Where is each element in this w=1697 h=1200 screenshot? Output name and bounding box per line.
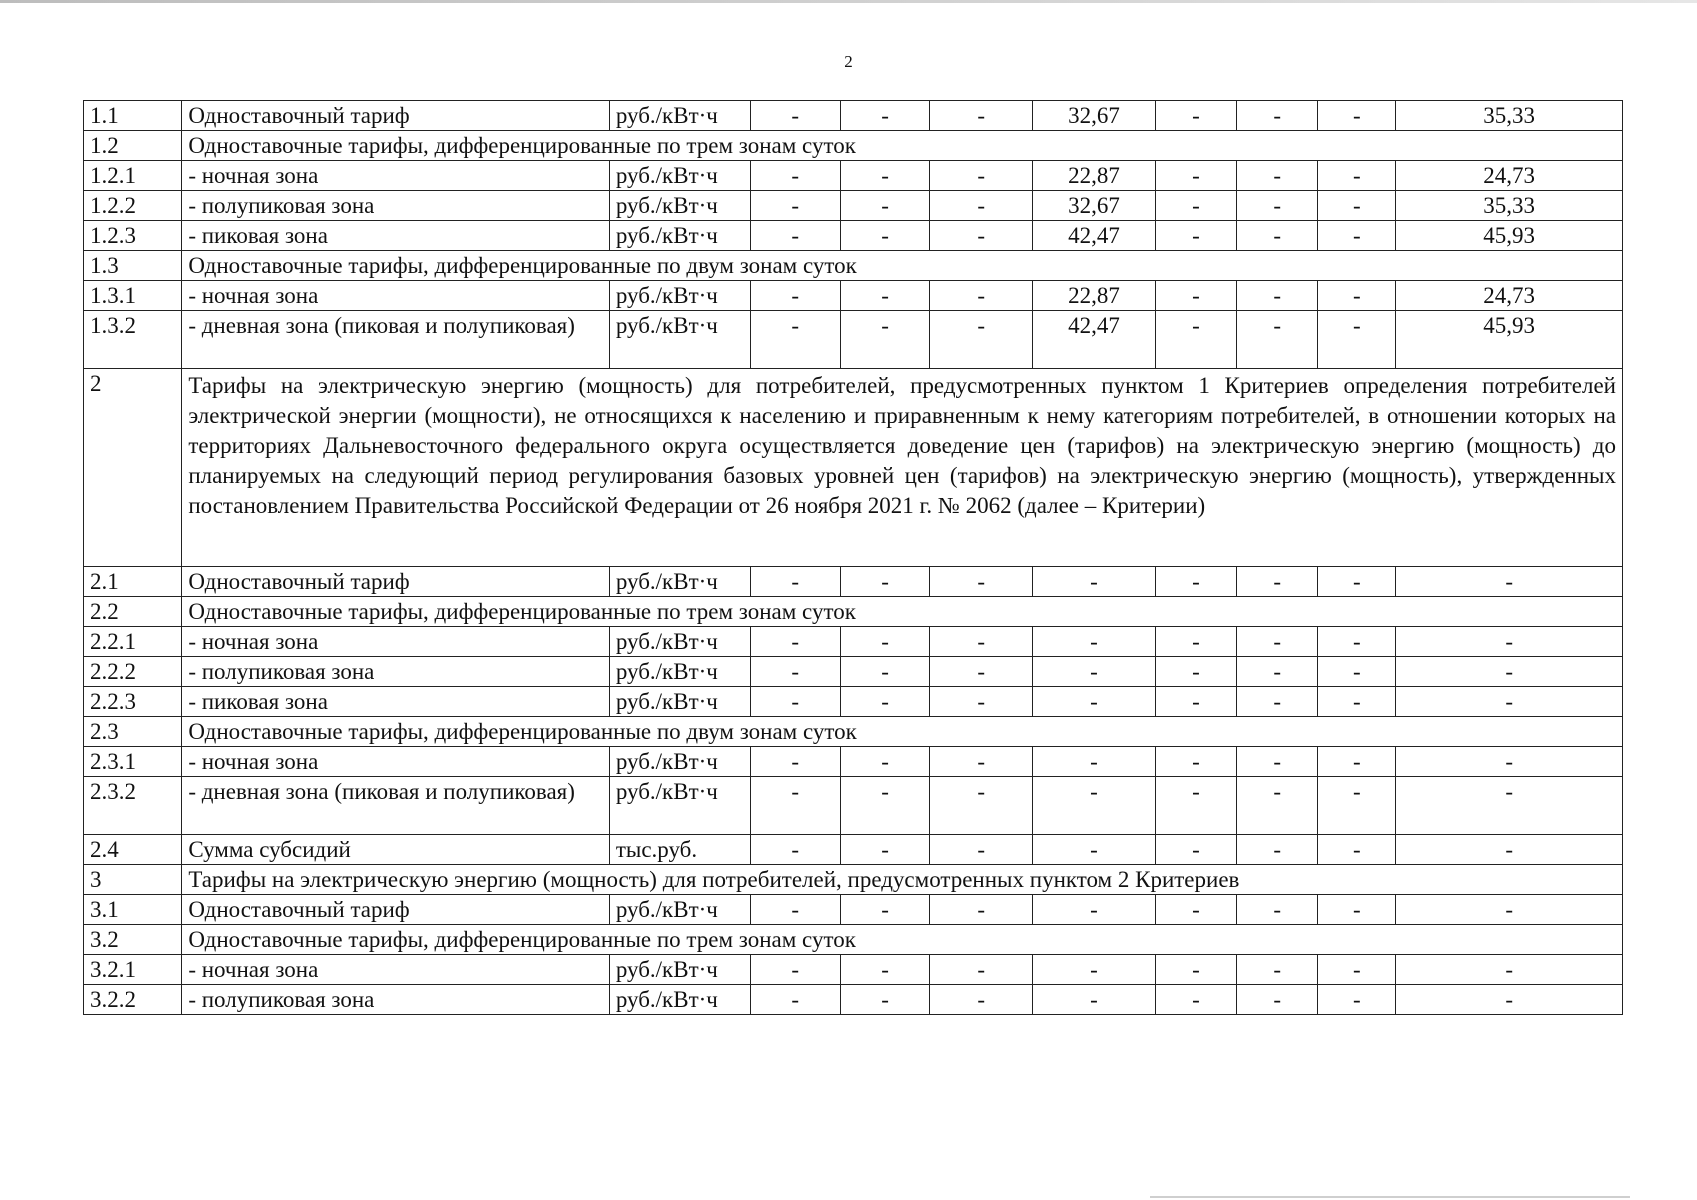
value-cell: 35,33	[1396, 101, 1623, 131]
table-row	[84, 597, 1623, 627]
unit-cell: руб./кВт·ч	[609, 895, 750, 925]
value-cell: -	[840, 567, 930, 597]
table-row	[84, 567, 1623, 597]
value-cell: -	[840, 687, 930, 717]
value-cell: -	[1396, 777, 1623, 835]
row-number: 1.2.1	[84, 161, 182, 191]
row-number: 2.2	[84, 597, 182, 627]
row-label: - ночная зона	[182, 747, 610, 777]
value-cell: -	[930, 747, 1033, 777]
value-cell: -	[1237, 221, 1318, 251]
unit-cell: руб./кВт·ч	[609, 311, 750, 369]
value-cell: -	[1318, 221, 1396, 251]
value-cell: -	[1155, 311, 1236, 369]
value-cell: -	[1396, 985, 1623, 1015]
value-cell: -	[1155, 687, 1236, 717]
table-row	[84, 221, 1623, 251]
row-number: 2.2.3	[84, 687, 182, 717]
value-cell: -	[1155, 835, 1236, 865]
table-row	[84, 835, 1623, 865]
table-row	[84, 191, 1623, 221]
value-cell: -	[930, 777, 1033, 835]
value-cell: -	[1155, 895, 1236, 925]
value-cell: 45,93	[1396, 221, 1623, 251]
table-row	[84, 161, 1623, 191]
value-cell: -	[1033, 955, 1156, 985]
row-number: 2.3.2	[84, 777, 182, 835]
value-cell: -	[1318, 567, 1396, 597]
value-cell: -	[750, 191, 840, 221]
value-cell: -	[1155, 777, 1236, 835]
unit-cell: руб./кВт·ч	[609, 101, 750, 131]
row-number: 2	[84, 369, 182, 567]
value-cell: -	[1237, 101, 1318, 131]
unit-cell: руб./кВт·ч	[609, 567, 750, 597]
unit-cell: руб./кВт·ч	[609, 657, 750, 687]
value-cell: -	[840, 747, 930, 777]
row-number: 1.3.1	[84, 281, 182, 311]
value-cell: -	[1318, 955, 1396, 985]
row-number: 2.3	[84, 717, 182, 747]
value-cell: -	[1396, 567, 1623, 597]
row-label: - дневная зона (пиковая и полупиковая)	[182, 311, 610, 369]
table-row	[84, 895, 1623, 925]
value-cell: -	[1033, 835, 1156, 865]
value-cell: -	[1396, 835, 1623, 865]
value-cell: -	[840, 281, 930, 311]
value-cell: -	[750, 687, 840, 717]
unit-cell: руб./кВт·ч	[609, 281, 750, 311]
value-cell: -	[750, 955, 840, 985]
table-row	[84, 369, 1623, 567]
value-cell: -	[1155, 567, 1236, 597]
value-cell: -	[1237, 777, 1318, 835]
value-cell: -	[1396, 955, 1623, 985]
row-label: Сумма субсидий	[182, 835, 610, 865]
table-row	[84, 627, 1623, 657]
value-cell: -	[930, 985, 1033, 1015]
value-cell: -	[840, 835, 930, 865]
value-cell: -	[1318, 985, 1396, 1015]
row-number: 2.2.2	[84, 657, 182, 687]
value-cell: -	[1318, 281, 1396, 311]
value-cell: -	[1237, 687, 1318, 717]
table-row	[84, 925, 1623, 955]
row-label: - пиковая зона	[182, 687, 610, 717]
value-cell: -	[750, 895, 840, 925]
value-cell: -	[840, 777, 930, 835]
value-cell: -	[750, 747, 840, 777]
row-number: 2.1	[84, 567, 182, 597]
value-cell: -	[840, 101, 930, 131]
value-cell: -	[1237, 895, 1318, 925]
value-cell: -	[750, 627, 840, 657]
row-number: 3.2.1	[84, 955, 182, 985]
table-row	[84, 865, 1623, 895]
value-cell: -	[840, 657, 930, 687]
table-row	[84, 281, 1623, 311]
row-number: 3.2	[84, 925, 182, 955]
row-number: 3	[84, 865, 182, 895]
row-label: Одноставочный тариф	[182, 895, 610, 925]
value-cell: -	[750, 985, 840, 1015]
unit-cell: руб./кВт·ч	[609, 747, 750, 777]
table-row	[84, 687, 1623, 717]
value-cell: -	[930, 101, 1033, 131]
row-number: 1.1	[84, 101, 182, 131]
value-cell: 35,33	[1396, 191, 1623, 221]
value-cell: -	[1396, 657, 1623, 687]
scan-mark	[1150, 1196, 1630, 1198]
row-label: Одноставочный тариф	[182, 567, 610, 597]
row-number: 3.1	[84, 895, 182, 925]
value-cell: -	[1155, 191, 1236, 221]
value-cell: -	[1033, 627, 1156, 657]
value-cell: -	[840, 311, 930, 369]
value-cell: -	[1396, 627, 1623, 657]
row-number: 2.2.1	[84, 627, 182, 657]
row-number: 1.2.2	[84, 191, 182, 221]
value-cell: -	[1155, 955, 1236, 985]
value-cell: -	[1237, 835, 1318, 865]
value-cell: -	[1033, 777, 1156, 835]
value-cell: -	[930, 657, 1033, 687]
value-cell: -	[750, 657, 840, 687]
value-cell: -	[1155, 161, 1236, 191]
value-cell: -	[840, 627, 930, 657]
row-number: 1.3	[84, 251, 182, 281]
unit-cell: руб./кВт·ч	[609, 191, 750, 221]
value-cell: -	[750, 777, 840, 835]
unit-cell: руб./кВт·ч	[609, 985, 750, 1015]
value-cell: -	[930, 687, 1033, 717]
value-cell: 24,73	[1396, 161, 1623, 191]
value-cell: -	[1318, 161, 1396, 191]
table-row	[84, 747, 1623, 777]
value-cell: -	[1318, 627, 1396, 657]
section-header: Одноставочные тарифы, дифференцированные по трем зонам суток	[182, 925, 1623, 955]
value-cell: -	[840, 191, 930, 221]
value-cell: -	[1318, 191, 1396, 221]
value-cell: -	[930, 191, 1033, 221]
row-label: - пиковая зона	[182, 221, 610, 251]
unit-cell: руб./кВт·ч	[609, 777, 750, 835]
value-cell: -	[1237, 627, 1318, 657]
table-row	[84, 955, 1623, 985]
value-cell: -	[1396, 895, 1623, 925]
value-cell: -	[1318, 687, 1396, 717]
value-cell: -	[1033, 567, 1156, 597]
value-cell: -	[930, 311, 1033, 369]
row-label: - дневная зона (пиковая и полупиковая)	[182, 777, 610, 835]
value-cell: -	[930, 895, 1033, 925]
value-cell: -	[1237, 567, 1318, 597]
unit-cell: руб./кВт·ч	[609, 221, 750, 251]
value-cell: -	[750, 221, 840, 251]
unit-cell: руб./кВт·ч	[609, 687, 750, 717]
row-number: 1.2.3	[84, 221, 182, 251]
value-cell: -	[930, 221, 1033, 251]
value-cell: -	[1237, 191, 1318, 221]
value-cell: -	[1237, 281, 1318, 311]
value-cell: -	[1237, 161, 1318, 191]
value-cell: -	[1396, 687, 1623, 717]
value-cell: -	[1318, 657, 1396, 687]
row-number: 2.4	[84, 835, 182, 865]
table-row	[84, 657, 1623, 687]
value-cell: -	[1155, 747, 1236, 777]
value-cell: -	[840, 955, 930, 985]
value-cell: 24,73	[1396, 281, 1623, 311]
page-number: 2	[844, 52, 853, 71]
row-number: 1.2	[84, 131, 182, 161]
value-cell: 45,93	[1396, 311, 1623, 369]
value-cell: -	[1318, 777, 1396, 835]
row-label: - полупиковая зона	[182, 191, 610, 221]
row-label: - полупиковая зона	[182, 985, 610, 1015]
value-cell: -	[930, 835, 1033, 865]
value-cell: -	[930, 161, 1033, 191]
value-cell: -	[1033, 985, 1156, 1015]
unit-cell: тыс.руб.	[609, 835, 750, 865]
unit-cell: руб./кВт·ч	[609, 161, 750, 191]
value-cell: 22,87	[1033, 161, 1156, 191]
section-header: Одноставочные тарифы, дифференцированные по двум зонам суток	[182, 717, 1623, 747]
value-cell: -	[1033, 747, 1156, 777]
scan-edge	[0, 0, 1697, 3]
tariff-table	[83, 100, 1623, 1015]
table-row	[84, 717, 1623, 747]
value-cell: -	[1237, 311, 1318, 369]
value-cell: -	[930, 567, 1033, 597]
value-cell: -	[1237, 747, 1318, 777]
table-row	[84, 131, 1623, 161]
section-header: Одноставочные тарифы, дифференцированные по трем зонам суток	[182, 597, 1623, 627]
value-cell: -	[840, 985, 930, 1015]
value-cell: -	[750, 311, 840, 369]
table-row	[84, 777, 1623, 835]
value-cell: -	[1318, 835, 1396, 865]
row-label: - ночная зона	[182, 161, 610, 191]
value-cell: -	[1318, 311, 1396, 369]
value-cell: -	[1396, 747, 1623, 777]
value-cell: -	[1155, 101, 1236, 131]
row-label: - полупиковая зона	[182, 657, 610, 687]
value-cell: -	[1155, 281, 1236, 311]
value-cell: -	[930, 281, 1033, 311]
row-label: - ночная зона	[182, 281, 610, 311]
value-cell: -	[750, 835, 840, 865]
value-cell: -	[1033, 895, 1156, 925]
value-cell: -	[1318, 895, 1396, 925]
value-cell: -	[1155, 985, 1236, 1015]
table-row	[84, 101, 1623, 131]
value-cell: -	[750, 161, 840, 191]
section-header: Одноставочные тарифы, дифференцированные по трем зонам суток	[182, 131, 1623, 161]
value-cell: -	[1155, 657, 1236, 687]
table-row	[84, 251, 1623, 281]
value-cell: -	[750, 101, 840, 131]
unit-cell: руб./кВт·ч	[609, 955, 750, 985]
value-cell: 32,67	[1033, 101, 1156, 131]
unit-cell: руб./кВт·ч	[609, 627, 750, 657]
table-row	[84, 985, 1623, 1015]
value-cell: 42,47	[1033, 311, 1156, 369]
value-cell: -	[1237, 985, 1318, 1015]
value-cell: -	[1237, 657, 1318, 687]
row-number: 2.3.1	[84, 747, 182, 777]
value-cell: -	[840, 221, 930, 251]
value-cell: -	[1318, 101, 1396, 131]
row-label: Одноставочный тариф	[182, 101, 610, 131]
value-cell: -	[750, 567, 840, 597]
value-cell: -	[840, 895, 930, 925]
value-cell: -	[1155, 627, 1236, 657]
row-label: - ночная зона	[182, 955, 610, 985]
section-description: Тарифы на электрическую энергию (мощность) для потребителей, предусмотренных пунктом 1 Критериев определения потребителей электрической энергии (мощности), не относящихся к населению и приравненным к нему категориям потребителей, в отношении которых на территориях Дальневосточного федерального округа осуществляется доведение цен (тарифов) на электрическую энергию (мощность) до планируемых на следующий период регулирования базовых уровней цен (тарифов) на электрическую энергию (мощность), утвержденных постановлением Правительства Российской Федерации от 26 ноября 2021 г. № 2062 (далее – Критерии)	[182, 369, 1623, 567]
value-cell: -	[1033, 687, 1156, 717]
value-cell: -	[930, 627, 1033, 657]
value-cell: -	[1237, 955, 1318, 985]
row-number: 3.2.2	[84, 985, 182, 1015]
value-cell: -	[840, 161, 930, 191]
row-number: 1.3.2	[84, 311, 182, 369]
value-cell: -	[1033, 657, 1156, 687]
value-cell: -	[1155, 221, 1236, 251]
value-cell: -	[750, 281, 840, 311]
row-label: - ночная зона	[182, 627, 610, 657]
value-cell: 22,87	[1033, 281, 1156, 311]
section-header: Тарифы на электрическую энергию (мощность) для потребителей, предусмотренных пунктом 2 Критериев	[182, 865, 1623, 895]
value-cell: -	[1318, 747, 1396, 777]
value-cell: 32,67	[1033, 191, 1156, 221]
value-cell: 42,47	[1033, 221, 1156, 251]
table-row	[84, 311, 1623, 369]
value-cell: -	[930, 955, 1033, 985]
section-header: Одноставочные тарифы, дифференцированные по двум зонам суток	[182, 251, 1623, 281]
